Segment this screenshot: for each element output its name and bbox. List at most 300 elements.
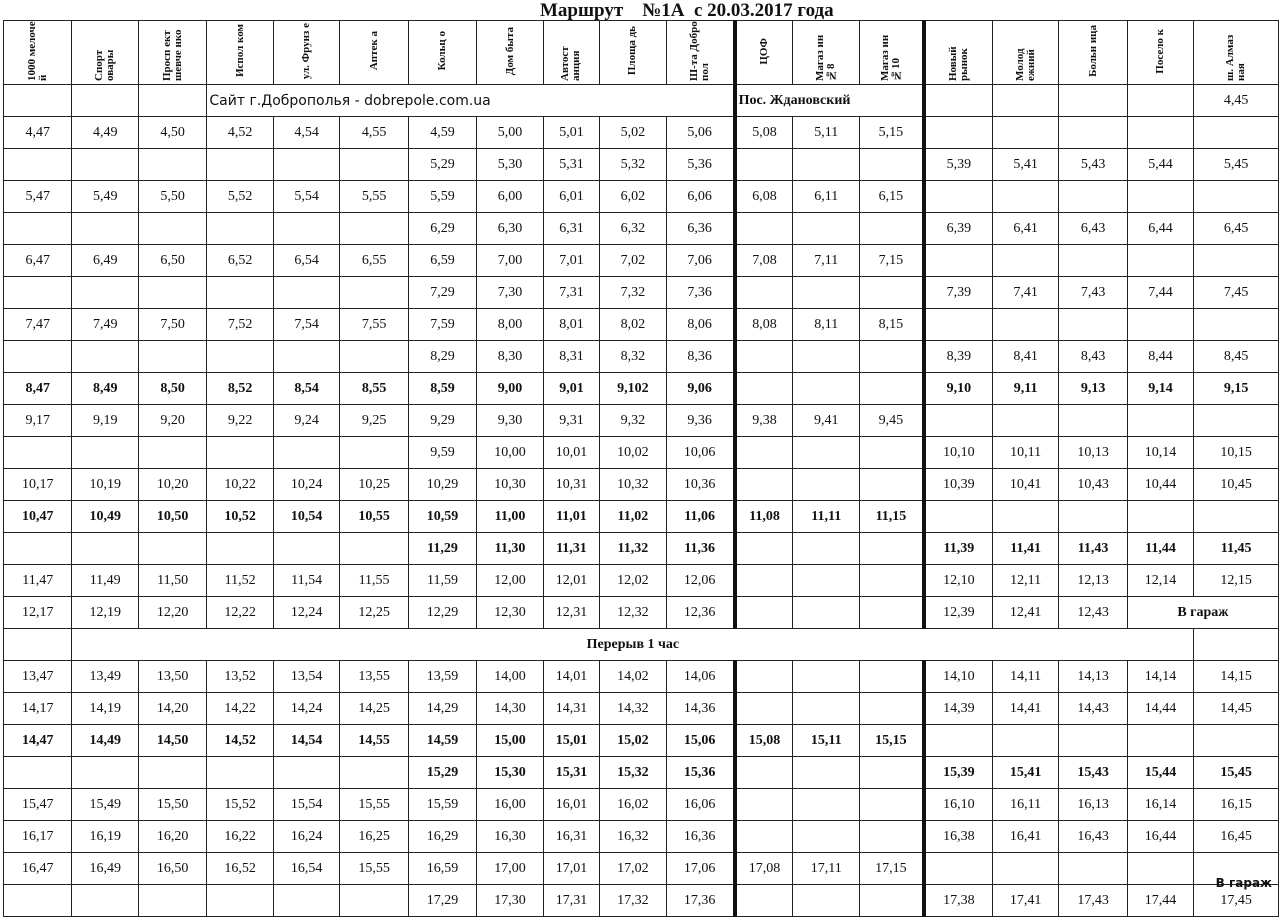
table-cell: 13,47	[4, 661, 72, 693]
table-cell: 16,41	[992, 821, 1058, 853]
table-row	[4, 789, 1279, 821]
table-cell: 14,00	[477, 661, 543, 693]
table-cell	[4, 533, 72, 565]
table-cell: 10,02	[600, 437, 666, 469]
table-cell	[859, 373, 923, 405]
table-cell: 5,39	[924, 149, 992, 181]
table-cell	[4, 149, 72, 181]
table-cell	[735, 597, 793, 629]
table-cell: 16,32	[600, 821, 666, 853]
table-cell: 14,14	[1127, 661, 1193, 693]
table-cell: 6,50	[138, 245, 206, 277]
table-cell: 14,29	[408, 693, 476, 725]
table-cell: 9,01	[543, 373, 599, 405]
table-cell: 4,54	[273, 117, 339, 149]
table-cell	[138, 885, 206, 917]
table-cell: 7,52	[207, 309, 273, 341]
table-cell: 9,32	[600, 405, 666, 437]
table-cell: 8,11	[793, 309, 859, 341]
table-cell: 13,54	[273, 661, 339, 693]
table-cell: 10,06	[666, 437, 734, 469]
site-text: Сайт г.Доброполья - dobrepole.com.ua	[207, 85, 735, 117]
break-label: Перерыв 1 час	[72, 629, 1194, 661]
table-cell: 5,43	[1059, 149, 1127, 181]
table-cell	[735, 213, 793, 245]
table-cell	[273, 757, 339, 789]
table-cell: 6,49	[72, 245, 138, 277]
column-header	[859, 21, 923, 85]
table-row	[4, 309, 1279, 341]
table-cell: 6,06	[666, 181, 734, 213]
table-cell: 4,50	[138, 117, 206, 149]
table-cell: 5,31	[543, 149, 599, 181]
table-cell	[793, 757, 859, 789]
table-cell: 16,52	[207, 853, 273, 885]
table-cell: 10,17	[4, 469, 72, 501]
table-cell: 7,11	[793, 245, 859, 277]
table-cell	[1059, 501, 1127, 533]
table-cell: 15,52	[207, 789, 273, 821]
column-header-label: 1000 мелоче й	[25, 21, 49, 81]
table-cell: 9,10	[924, 373, 992, 405]
table-cell: 15,55	[340, 853, 408, 885]
table-cell	[992, 245, 1058, 277]
column-header	[666, 21, 734, 85]
table-cell: 6,02	[600, 181, 666, 213]
table-cell	[793, 437, 859, 469]
table-row	[4, 213, 1279, 245]
table-cell: 7,15	[859, 245, 923, 277]
table-cell	[1194, 245, 1279, 277]
table-cell: 10,31	[543, 469, 599, 501]
table-cell: 5,44	[1127, 149, 1193, 181]
table-cell: 12,00	[477, 565, 543, 597]
table-cell: 17,00	[477, 853, 543, 885]
table-cell: 12,15	[1194, 565, 1279, 597]
table-cell	[273, 437, 339, 469]
column-header	[273, 21, 339, 85]
table-cell: 10,30	[477, 469, 543, 501]
table-cell: 10,47	[4, 501, 72, 533]
table-cell	[340, 213, 408, 245]
table-cell: 6,36	[666, 213, 734, 245]
table-cell: 11,44	[1127, 533, 1193, 565]
table-cell: 5,00	[477, 117, 543, 149]
table-row	[4, 405, 1279, 437]
table-row	[4, 853, 1279, 885]
table-cell: 9,30	[477, 405, 543, 437]
table-row	[4, 533, 1279, 565]
table-cell	[1059, 853, 1127, 885]
table-cell: 6,31	[543, 213, 599, 245]
table-cell	[72, 885, 138, 917]
table-cell	[340, 149, 408, 181]
table-cell	[273, 213, 339, 245]
table-cell	[793, 149, 859, 181]
table-cell: 8,01	[543, 309, 599, 341]
table-cell	[1059, 405, 1127, 437]
table-cell: 9,38	[735, 405, 793, 437]
table-cell: 16,29	[408, 821, 476, 853]
table-cell	[72, 277, 138, 309]
table-cell: 16,45	[1194, 821, 1279, 853]
table-cell: 5,54	[273, 181, 339, 213]
column-header	[138, 21, 206, 85]
table-cell: 9,36	[666, 405, 734, 437]
table-cell: 6,15	[859, 181, 923, 213]
table-cell	[4, 277, 72, 309]
table-cell: 9,20	[138, 405, 206, 437]
table-cell: 14,49	[72, 725, 138, 757]
table-cell: 14,02	[600, 661, 666, 693]
table-cell	[735, 821, 793, 853]
table-cell	[138, 533, 206, 565]
table-cell: 14,41	[992, 693, 1058, 725]
table-cell	[859, 469, 923, 501]
table-cell	[793, 821, 859, 853]
table-cell: 11,02	[600, 501, 666, 533]
table-cell: 13,52	[207, 661, 273, 693]
table-cell	[859, 341, 923, 373]
table-cell	[138, 85, 206, 117]
table-cell: 8,44	[1127, 341, 1193, 373]
table-cell: 16,22	[207, 821, 273, 853]
table-cell	[735, 885, 793, 917]
column-header	[992, 21, 1058, 85]
table-cell: 17,32	[600, 885, 666, 917]
table-cell: 6,59	[408, 245, 476, 277]
table-row	[4, 149, 1279, 181]
table-cell	[1059, 117, 1127, 149]
table-cell: 10,55	[340, 501, 408, 533]
table-cell: 8,31	[543, 341, 599, 373]
table-cell	[340, 885, 408, 917]
table-cell: 9,19	[72, 405, 138, 437]
table-cell: 9,17	[4, 405, 72, 437]
column-header	[477, 21, 543, 85]
table-cell: 16,31	[543, 821, 599, 853]
table-cell	[1194, 405, 1279, 437]
table-cell: 6,43	[1059, 213, 1127, 245]
table-cell: 17,08	[735, 853, 793, 885]
table-cell: 7,00	[477, 245, 543, 277]
table-cell: 12,10	[924, 565, 992, 597]
table-cell	[859, 533, 923, 565]
table-cell	[992, 405, 1058, 437]
table-cell: 6,32	[600, 213, 666, 245]
table-cell: 5,45	[1194, 149, 1279, 181]
table-cell: 8,45	[1194, 341, 1279, 373]
table-cell: 4,52	[207, 117, 273, 149]
table-cell	[4, 213, 72, 245]
table-cell: 5,30	[477, 149, 543, 181]
table-row	[4, 373, 1279, 405]
table-cell: 11,29	[408, 533, 476, 565]
table-cell	[72, 533, 138, 565]
table-cell: 12,31	[543, 597, 599, 629]
column-header-label: Ш-та Добро пол	[687, 21, 711, 81]
column-header-label: Автост анция	[559, 46, 583, 81]
table-cell	[207, 213, 273, 245]
table-cell: 11,45	[1194, 533, 1279, 565]
column-header-label: Площа дь	[626, 26, 639, 76]
table-cell: 8,15	[859, 309, 923, 341]
table-cell	[138, 213, 206, 245]
table-cell	[1127, 309, 1193, 341]
table-cell	[4, 629, 72, 661]
table-cell: 10,36	[666, 469, 734, 501]
table-cell: 17,36	[666, 885, 734, 917]
table-cell: 14,59	[408, 725, 476, 757]
table-cell: 14,47	[4, 725, 72, 757]
table-cell	[924, 309, 992, 341]
table-cell: 8,59	[408, 373, 476, 405]
table-cell: 10,49	[72, 501, 138, 533]
table-cell: 11,52	[207, 565, 273, 597]
table-cell: 11,06	[666, 501, 734, 533]
table-cell	[1059, 725, 1127, 757]
zhdanovsky-label: Пос. Ждановский	[735, 85, 924, 117]
table-cell: 12,24	[273, 597, 339, 629]
table-cell: 14,20	[138, 693, 206, 725]
table-cell: 7,01	[543, 245, 599, 277]
table-cell	[207, 757, 273, 789]
table-cell: 7,08	[735, 245, 793, 277]
table-cell: 17,29	[408, 885, 476, 917]
table-cell: 11,00	[477, 501, 543, 533]
table-cell	[992, 853, 1058, 885]
table-cell	[793, 661, 859, 693]
table-cell: 5,15	[859, 117, 923, 149]
table-cell	[859, 565, 923, 597]
table-cell: 15,59	[408, 789, 476, 821]
table-cell	[1194, 725, 1279, 757]
table-cell: 5,36	[666, 149, 734, 181]
table-cell: 4,49	[72, 117, 138, 149]
table-cell	[138, 757, 206, 789]
table-cell: 16,44	[1127, 821, 1193, 853]
table-cell	[138, 437, 206, 469]
table-cell	[924, 501, 992, 533]
table-cell: 9,59	[408, 437, 476, 469]
table-cell: 7,30	[477, 277, 543, 309]
column-header	[735, 21, 793, 85]
table-cell	[1059, 85, 1127, 117]
table-cell: 17,02	[600, 853, 666, 885]
table-cell: 9,29	[408, 405, 476, 437]
table-cell: 7,44	[1127, 277, 1193, 309]
table-cell	[207, 341, 273, 373]
column-header-label: Кольц о	[436, 31, 449, 71]
table-cell: 8,54	[273, 373, 339, 405]
table-cell: 10,41	[992, 469, 1058, 501]
table-row	[4, 885, 1279, 917]
table-cell: 10,43	[1059, 469, 1127, 501]
table-cell: 8,00	[477, 309, 543, 341]
table-cell	[1127, 181, 1193, 213]
table-cell: 7,54	[273, 309, 339, 341]
table-cell: 12,32	[600, 597, 666, 629]
table-cell	[207, 149, 273, 181]
table-cell: 10,45	[1194, 469, 1279, 501]
table-cell: 16,50	[138, 853, 206, 885]
table-cell: 10,52	[207, 501, 273, 533]
table-cell: 16,36	[666, 821, 734, 853]
table-cell: 16,38	[924, 821, 992, 853]
table-cell	[72, 341, 138, 373]
table-cell: 15,43	[1059, 757, 1127, 789]
table-cell	[207, 437, 273, 469]
table-cell	[1127, 405, 1193, 437]
table-cell: 7,41	[992, 277, 1058, 309]
table-cell: 7,47	[4, 309, 72, 341]
column-header-label: Магаз ин №10	[878, 34, 902, 81]
table-cell: 11,08	[735, 501, 793, 533]
table-cell: 10,11	[992, 437, 1058, 469]
table-cell	[859, 437, 923, 469]
table-cell: 9,13	[1059, 373, 1127, 405]
table-cell: 7,06	[666, 245, 734, 277]
table-cell: 8,08	[735, 309, 793, 341]
table-cell	[735, 789, 793, 821]
table-cell	[72, 213, 138, 245]
table-cell: 6,47	[4, 245, 72, 277]
table-cell: 14,22	[207, 693, 273, 725]
table-cell	[859, 277, 923, 309]
table-cell: 12,36	[666, 597, 734, 629]
table-cell	[4, 885, 72, 917]
table-cell	[273, 149, 339, 181]
column-header-label: Больн ица	[1086, 25, 1099, 77]
table-cell: 6,41	[992, 213, 1058, 245]
table-cell: 9,102	[600, 373, 666, 405]
column-header-label: Просп ект шевче нко	[160, 29, 184, 81]
table-cell: 15,01	[543, 725, 599, 757]
table-cell: 14,11	[992, 661, 1058, 693]
table-cell: 11,15	[859, 501, 923, 533]
table-cell	[924, 85, 992, 117]
table-cell	[1127, 245, 1193, 277]
table-cell: 17,38	[924, 885, 992, 917]
table-cell	[273, 885, 339, 917]
table-cell	[1194, 629, 1279, 661]
table-cell: 6,55	[340, 245, 408, 277]
table-cell: 9,11	[992, 373, 1058, 405]
table-cell: 9,06	[666, 373, 734, 405]
table-cell	[859, 661, 923, 693]
table-cell: 8,43	[1059, 341, 1127, 373]
table-row	[4, 181, 1279, 213]
table-cell	[1059, 181, 1127, 213]
table-cell: 10,22	[207, 469, 273, 501]
table-cell: 11,47	[4, 565, 72, 597]
table-cell	[138, 149, 206, 181]
table-cell: 14,01	[543, 661, 599, 693]
table-cell: 5,55	[340, 181, 408, 213]
table-cell: 7,36	[666, 277, 734, 309]
table-cell	[793, 565, 859, 597]
table-cell: 11,55	[340, 565, 408, 597]
column-header-label: Аптек а	[367, 31, 380, 71]
table-cell: 10,32	[600, 469, 666, 501]
table-cell	[4, 437, 72, 469]
column-header	[600, 21, 666, 85]
table-cell: 16,00	[477, 789, 543, 821]
table-cell: 9,00	[477, 373, 543, 405]
table-cell: 4,55	[340, 117, 408, 149]
table-cell: 16,30	[477, 821, 543, 853]
column-header-label: ш. Алмаз ная	[1224, 34, 1248, 81]
table-cell	[735, 565, 793, 597]
table-cell: 11,11	[793, 501, 859, 533]
table-cell: 6,00	[477, 181, 543, 213]
table-cell: 15,50	[138, 789, 206, 821]
table-cell	[1059, 245, 1127, 277]
table-cell: 8,39	[924, 341, 992, 373]
table-cell: 8,32	[600, 341, 666, 373]
table-cell	[735, 469, 793, 501]
garage-label: В гараж	[1127, 597, 1278, 629]
table-cell: 14,36	[666, 693, 734, 725]
table-cell: 7,29	[408, 277, 476, 309]
table-cell: 11,01	[543, 501, 599, 533]
table-cell: 17,31	[543, 885, 599, 917]
table-cell	[859, 757, 923, 789]
table-cell: 11,43	[1059, 533, 1127, 565]
table-cell: 5,11	[793, 117, 859, 149]
table-cell	[793, 277, 859, 309]
table-cell: 6,08	[735, 181, 793, 213]
table-cell: 13,50	[138, 661, 206, 693]
table-cell	[859, 789, 923, 821]
column-header	[1127, 21, 1193, 85]
table-cell: 14,32	[600, 693, 666, 725]
table-cell	[207, 885, 273, 917]
table-cell	[72, 757, 138, 789]
table-cell: 8,41	[992, 341, 1058, 373]
table-cell: 7,50	[138, 309, 206, 341]
column-header	[1059, 21, 1127, 85]
table-cell: 5,06	[666, 117, 734, 149]
table-row	[4, 437, 1279, 469]
table-cell: 16,15	[1194, 789, 1279, 821]
table-row	[4, 117, 1279, 149]
table-cell: 7,43	[1059, 277, 1127, 309]
table-cell: 16,10	[924, 789, 992, 821]
table-cell	[340, 533, 408, 565]
table-cell: 16,13	[1059, 789, 1127, 821]
table-cell: 5,59	[408, 181, 476, 213]
table-row	[4, 725, 1279, 757]
table-cell	[1127, 85, 1193, 117]
table-cell: 6,52	[207, 245, 273, 277]
table-cell: 16,11	[992, 789, 1058, 821]
column-header-label: ЦОФ	[758, 37, 771, 65]
table-cell: 15,49	[72, 789, 138, 821]
table-cell: 12,22	[207, 597, 273, 629]
table-cell: 6,44	[1127, 213, 1193, 245]
table-cell: 6,29	[408, 213, 476, 245]
table-cell: 16,19	[72, 821, 138, 853]
table-cell	[4, 757, 72, 789]
table-cell: 11,49	[72, 565, 138, 597]
table-cell: 11,31	[543, 533, 599, 565]
table-cell: 17,41	[992, 885, 1058, 917]
table-cell: 15,45	[1194, 757, 1279, 789]
table-cell	[992, 309, 1058, 341]
table-cell: 14,50	[138, 725, 206, 757]
table-cell: 17,44	[1127, 885, 1193, 917]
